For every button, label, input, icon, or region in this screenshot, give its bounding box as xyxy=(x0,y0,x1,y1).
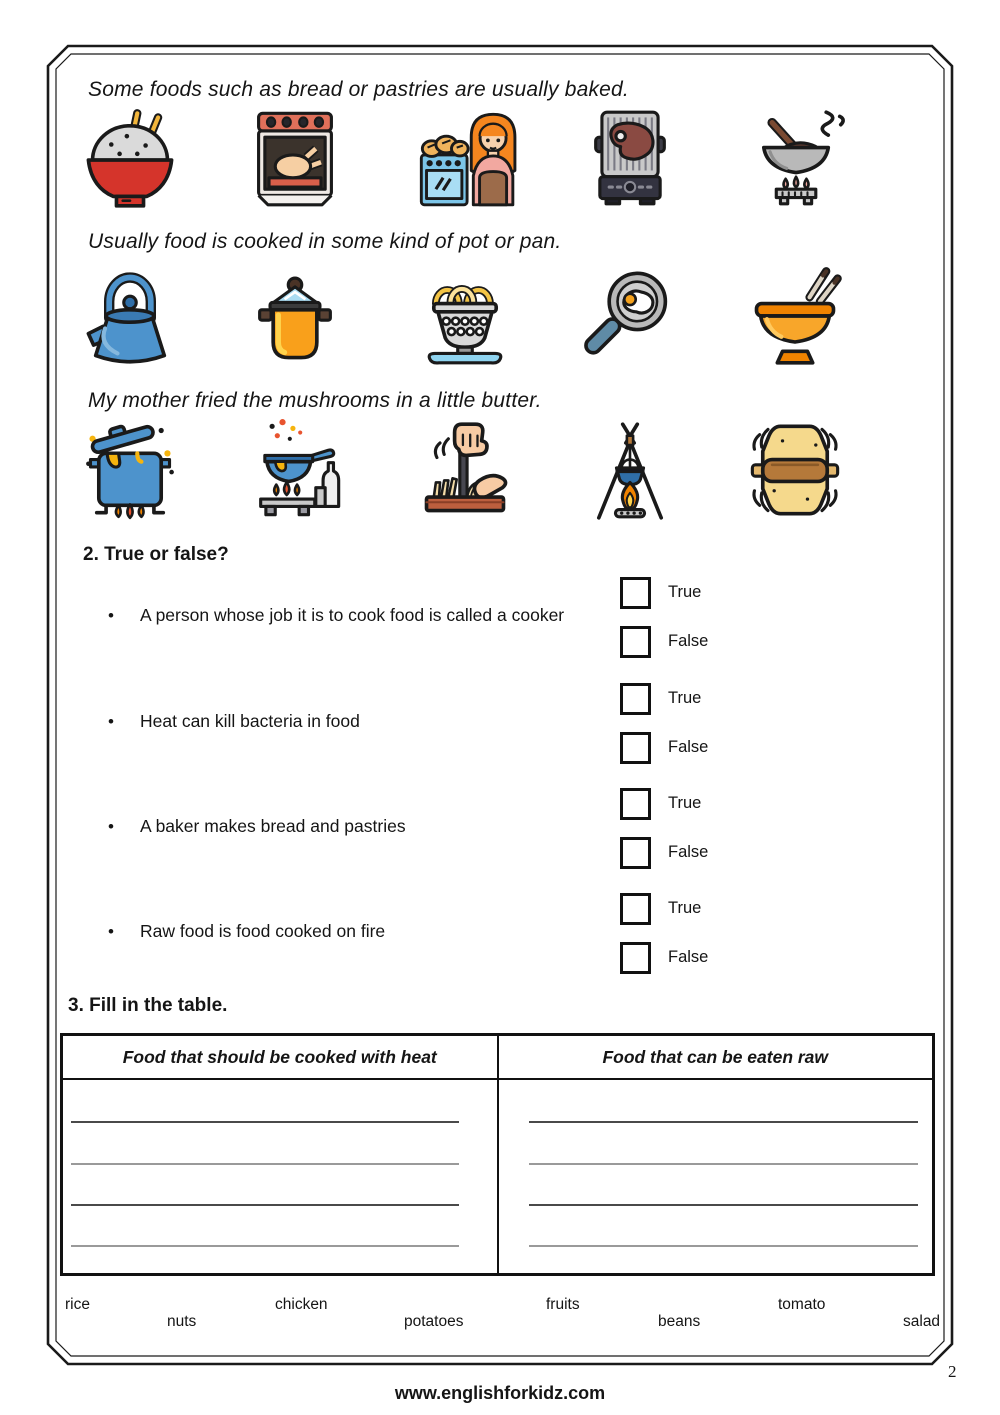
baker-woman-icon xyxy=(413,106,517,210)
tf-statement-4: • Raw food is food cooked on fire xyxy=(108,921,386,941)
icon-row-fried xyxy=(0,418,1000,526)
tf-group-1 xyxy=(0,578,1000,678)
fill-table-heading: 3. Fill in the table. xyxy=(68,995,228,1016)
campfire-pot-icon xyxy=(578,418,682,522)
tf-statement-1: • A person whose job it is to cook food is called a cooker xyxy=(108,605,565,625)
answer-line[interactable] xyxy=(71,1245,459,1247)
answer-line[interactable] xyxy=(529,1245,919,1247)
bullet-icon: • xyxy=(108,817,114,836)
word-bank-potatoes: potatoes xyxy=(404,1313,464,1330)
footer-url: www.englishforkidz.com xyxy=(394,1383,606,1403)
bullet-icon: • xyxy=(108,606,114,625)
word-bank-beans: beans xyxy=(658,1313,701,1330)
rice-bowl-icon xyxy=(78,106,182,210)
tf-4-false-checkbox[interactable] xyxy=(620,942,651,974)
tf-1-false-label: False xyxy=(668,632,709,650)
answer-line[interactable] xyxy=(529,1121,919,1123)
word-bank-fruits: fruits xyxy=(546,1296,580,1313)
tf-2-false-label: False xyxy=(668,738,709,756)
word-bank-rice: rice xyxy=(65,1296,90,1313)
tf-group-4 xyxy=(0,894,1000,994)
sentence-baked: Some foods such as bread or pastries are usually baked. xyxy=(88,78,629,101)
table-column-cooked xyxy=(63,1036,497,1273)
icon-row-baked xyxy=(0,106,1000,214)
tf-1-true-checkbox[interactable] xyxy=(620,577,651,609)
sentence-fried: My mother fried the mushrooms in a little butter. xyxy=(88,389,542,412)
tf-statement-2: • Heat can kill bacteria in food xyxy=(108,711,360,731)
tf-2-true-checkbox[interactable] xyxy=(620,683,651,715)
word-bank-nuts: nuts xyxy=(167,1313,197,1330)
saute-pan-on-fire-icon xyxy=(243,418,347,522)
tf-1-true-label: True xyxy=(668,583,702,601)
tf-group-3 xyxy=(0,789,1000,889)
true-false-heading: 2. True or false? xyxy=(83,544,229,565)
tf-4-true-checkbox[interactable] xyxy=(620,893,651,925)
word-bank-chicken: chicken xyxy=(275,1296,328,1313)
bullet-icon: • xyxy=(108,922,114,941)
column-header-cooked: Food that should be cooked with heat xyxy=(63,1036,497,1080)
bullet-icon: • xyxy=(108,712,114,731)
fill-in-table xyxy=(60,1033,935,1276)
tf-4-true-label: True xyxy=(668,899,702,917)
answer-line[interactable] xyxy=(71,1121,459,1123)
wok-on-burner-icon xyxy=(743,106,847,210)
word-bank-salad: salad xyxy=(903,1313,941,1330)
tf-3-true-checkbox[interactable] xyxy=(620,788,651,820)
electric-grill-steak-icon xyxy=(578,106,682,210)
answer-line[interactable] xyxy=(529,1204,919,1206)
tf-3-false-label: False xyxy=(668,843,709,861)
tf-statement-3: • A baker makes bread and pastries xyxy=(108,816,406,836)
oven-roast-chicken-icon xyxy=(243,106,347,210)
cooking-pot-icon xyxy=(243,264,347,368)
table-column-raw xyxy=(497,1036,933,1273)
answer-line[interactable] xyxy=(529,1163,919,1165)
boiling-pot-icon xyxy=(78,418,182,522)
rolling-pin-dough-icon xyxy=(743,418,847,522)
answer-line[interactable] xyxy=(71,1204,459,1206)
tf-3-true-label: True xyxy=(668,794,702,812)
tf-group-2 xyxy=(0,684,1000,784)
tf-4-false-label: False xyxy=(668,948,709,966)
tf-2-false-checkbox[interactable] xyxy=(620,732,651,764)
word-bank-tomato: tomato xyxy=(778,1296,826,1313)
tf-1-false-checkbox[interactable] xyxy=(620,626,651,658)
icon-row-pot-pan xyxy=(0,264,1000,372)
column-header-raw: Food that can be eaten raw xyxy=(499,1036,933,1080)
chopping-food-icon xyxy=(413,418,517,522)
tf-3-false-checkbox[interactable] xyxy=(620,837,651,869)
bowl-chopsticks-icon xyxy=(743,264,847,368)
colander-noodles-icon xyxy=(413,264,517,368)
sentence-pot-pan: Usually food is cooked in some kind of pot or pan. xyxy=(88,230,562,253)
tf-2-true-label: True xyxy=(668,689,702,707)
page-number: 2 xyxy=(948,1362,957,1381)
answer-line[interactable] xyxy=(71,1163,459,1165)
kettle-icon xyxy=(78,264,182,368)
frying-pan-egg-icon xyxy=(578,264,682,368)
